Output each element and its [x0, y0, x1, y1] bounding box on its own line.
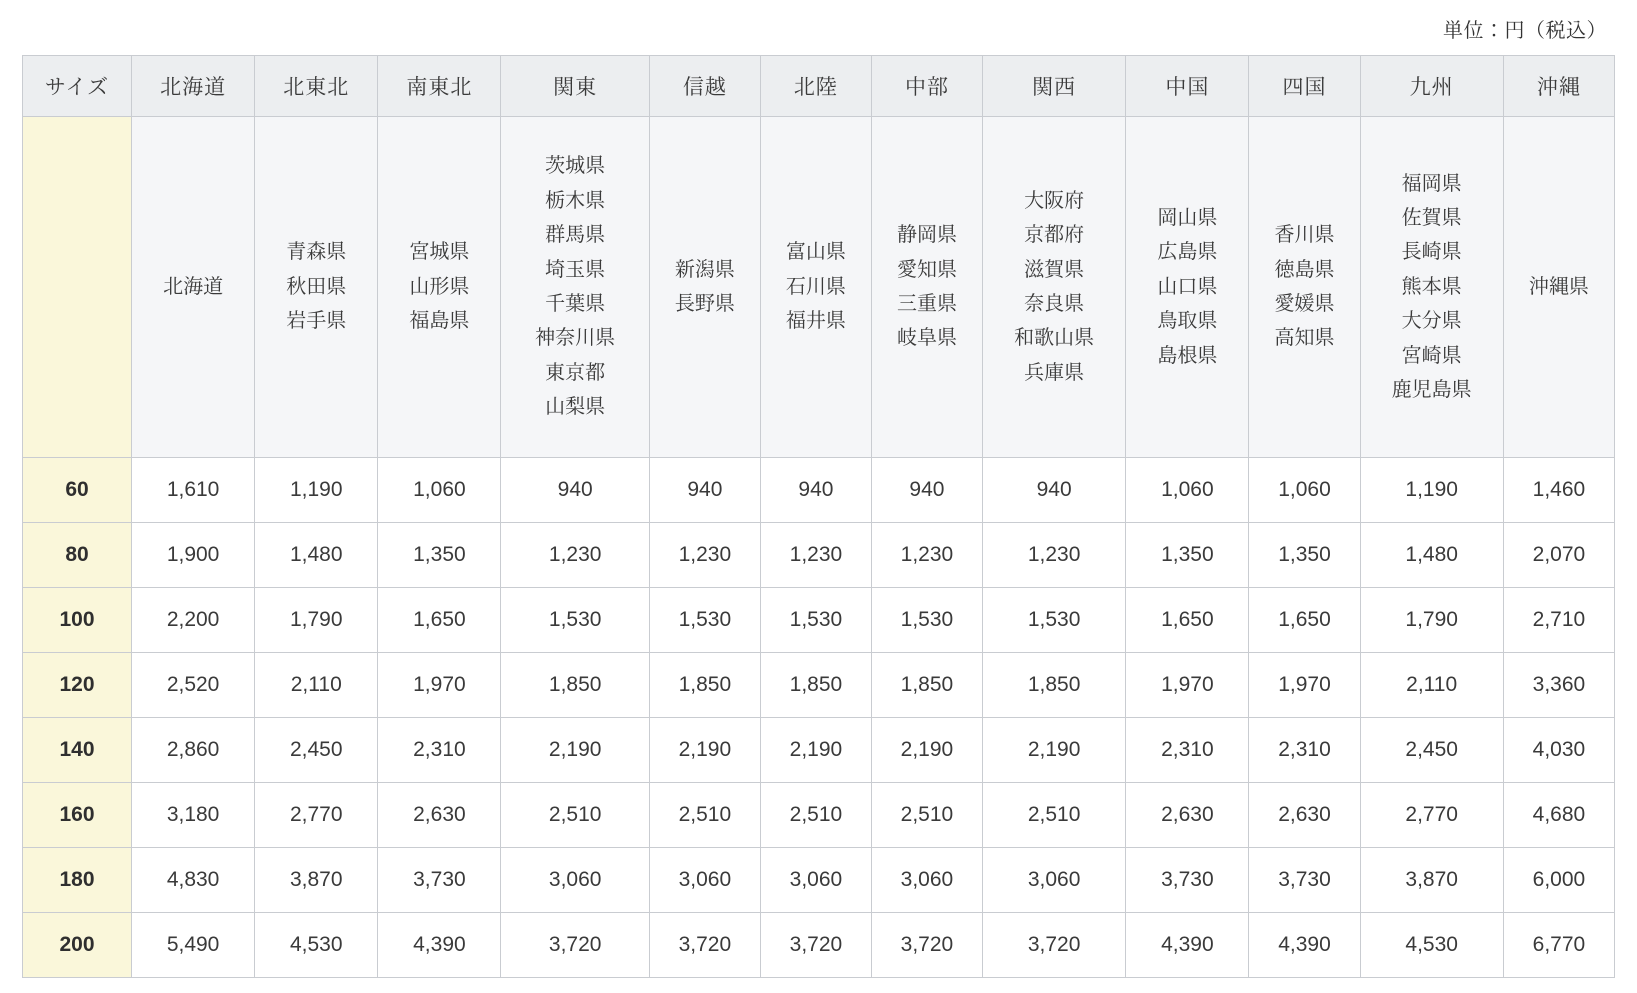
fee-cell: 1,190: [255, 458, 378, 523]
fee-cell: 3,730: [1126, 848, 1249, 913]
fee-cell: 2,510: [760, 783, 871, 848]
fee-cell: 2,310: [378, 718, 501, 783]
prefecture-cell-12: [1503, 117, 1614, 458]
fee-cell: 4,390: [378, 913, 501, 978]
fee-cell: 2,190: [982, 718, 1125, 783]
fee-cell: 1,850: [501, 653, 649, 718]
prefecture-name: 長野県: [674, 293, 735, 315]
table-row: [23, 588, 1615, 653]
table-row: [23, 848, 1615, 913]
fee-cell: 3,060: [501, 848, 649, 913]
header-cell-size: サイズ: [23, 56, 132, 117]
header-cell-region-11: 九州: [1360, 56, 1503, 117]
table-row: [23, 783, 1615, 848]
prefecture-name: 栃木県: [545, 189, 606, 212]
fee-cell: 3,730: [1249, 848, 1360, 913]
fee-cell: 3,060: [649, 848, 760, 913]
prefecture-name: 富山県: [785, 241, 846, 264]
prefecture-name: 群馬県: [545, 224, 606, 247]
prefecture-name: 大阪府: [1024, 189, 1085, 212]
prefecture-name: 大分県: [1401, 310, 1462, 333]
fee-cell: 1,060: [1126, 458, 1249, 523]
size-cell: 100: [23, 588, 132, 653]
fee-cell: 3,720: [871, 913, 982, 978]
fee-cell: 1,530: [982, 588, 1125, 653]
fee-cell: 940: [649, 458, 760, 523]
fee-cell: 1,970: [378, 653, 501, 718]
fee-cell: 2,510: [982, 783, 1125, 848]
fee-cell: 1,900: [132, 523, 255, 588]
size-cell: 200: [23, 913, 132, 978]
prefecture-name: 徳島県: [1274, 258, 1335, 281]
prefecture-name: 青森県: [286, 241, 347, 264]
fee-cell: 1,530: [871, 588, 982, 653]
prefecture-name: 長崎県: [1401, 241, 1462, 264]
fee-cell: 3,060: [871, 848, 982, 913]
fee-cell: 4,680: [1503, 783, 1614, 848]
fee-cell: 1,230: [501, 523, 649, 588]
prefecture-cell-6: [760, 117, 871, 458]
unit-note: 単位：円（税込）: [1443, 20, 1607, 42]
fee-cell: 5,490: [132, 913, 255, 978]
fee-cell: 1,530: [501, 588, 649, 653]
fee-cell: 2,630: [1126, 783, 1249, 848]
fee-cell: 1,850: [871, 653, 982, 718]
fee-cell: 4,030: [1503, 718, 1614, 783]
header-row: [23, 56, 1615, 117]
prefecture-cell-10: [1249, 117, 1360, 458]
fee-cell: 1,850: [982, 653, 1125, 718]
fee-cell: 1,350: [1249, 523, 1360, 588]
size-cell: 180: [23, 848, 132, 913]
prefecture-name: 茨城県: [545, 155, 606, 178]
fee-cell: 3,360: [1503, 653, 1614, 718]
fee-cell: 2,450: [1360, 718, 1503, 783]
prefecture-name: 香川県: [1274, 224, 1335, 247]
header-cell-region-7: 中部: [871, 56, 982, 117]
fee-cell: 2,770: [255, 783, 378, 848]
fee-cell: 3,180: [132, 783, 255, 848]
fee-cell: 4,390: [1126, 913, 1249, 978]
fee-cell: 2,450: [255, 718, 378, 783]
prefecture-name: 埼玉県: [545, 258, 606, 281]
fee-cell: 2,630: [378, 783, 501, 848]
fee-cell: 2,770: [1360, 783, 1503, 848]
prefecture-cell-2: [255, 117, 378, 458]
prefecture-cell-9: [1126, 117, 1249, 458]
table-row: [23, 653, 1615, 718]
fee-cell: 1,230: [760, 523, 871, 588]
prefecture-name: 千葉県: [545, 293, 606, 315]
size-cell: 140: [23, 718, 132, 783]
fee-cell: 3,720: [982, 913, 1125, 978]
fee-cell: 3,870: [1360, 848, 1503, 913]
fee-cell: 2,510: [649, 783, 760, 848]
fee-cell: 1,350: [1126, 523, 1249, 588]
fee-cell: 4,530: [255, 913, 378, 978]
fee-cell: 4,530: [1360, 913, 1503, 978]
fee-cell: 940: [760, 458, 871, 523]
prefecture-cell-7: [871, 117, 982, 458]
fee-cell: 4,390: [1249, 913, 1360, 978]
fee-cell: 6,770: [1503, 913, 1614, 978]
prefecture-name: 山口県: [1157, 275, 1218, 298]
fee-cell: 1,230: [649, 523, 760, 588]
fee-cell: 1,060: [378, 458, 501, 523]
header-cell-region-5: 信越: [649, 56, 760, 117]
prefecture-name: 岡山県: [1157, 207, 1218, 230]
fee-cell: 1,970: [1249, 653, 1360, 718]
prefecture-name: 和歌山県: [1014, 327, 1095, 350]
prefecture-name: 島根県: [1157, 344, 1218, 367]
fee-cell: 2,510: [871, 783, 982, 848]
size-cell: 120: [23, 653, 132, 718]
fee-cell: 2,190: [760, 718, 871, 783]
size-cell: 60: [23, 458, 132, 523]
fee-cell: 3,870: [255, 848, 378, 913]
header-cell-region-12: 沖縄: [1503, 56, 1614, 117]
prefecture-name: 岐阜県: [896, 327, 957, 350]
prefecture-name: 沖縄県: [1528, 275, 1589, 298]
prefecture-name: 福岡県: [1401, 172, 1462, 195]
fee-cell: 2,190: [871, 718, 982, 783]
header-cell-region-6: 北陸: [760, 56, 871, 117]
fee-cell: 1,850: [649, 653, 760, 718]
prefecture-name: 岩手県: [286, 310, 347, 333]
header-cell-region-8: 関西: [982, 56, 1125, 117]
fee-cell: 3,060: [760, 848, 871, 913]
prefecture-name: 北海道: [163, 275, 224, 298]
shipping-fee-table: [22, 55, 1615, 978]
prefecture-name: 京都府: [1024, 224, 1085, 247]
corner-cell: [23, 117, 132, 458]
fee-cell: 2,520: [132, 653, 255, 718]
fee-cell: 940: [871, 458, 982, 523]
fee-cell: 2,630: [1249, 783, 1360, 848]
prefecture-cell-3: [378, 117, 501, 458]
header-cell-region-3: 南東北: [378, 56, 501, 117]
fee-cell: 3,720: [649, 913, 760, 978]
fee-cell: 2,200: [132, 588, 255, 653]
fee-cell: 2,190: [501, 718, 649, 783]
fee-cell: 6,000: [1503, 848, 1614, 913]
fee-cell: 1,530: [649, 588, 760, 653]
prefecture-name: 東京都: [545, 361, 606, 384]
fee-cell: 2,310: [1249, 718, 1360, 783]
prefecture-name: 秋田県: [286, 275, 347, 298]
prefecture-name: 佐賀県: [1401, 207, 1462, 230]
fee-cell: 1,230: [871, 523, 982, 588]
prefecture-cell-1: [132, 117, 255, 458]
prefecture-name: 広島県: [1157, 241, 1218, 264]
prefecture-name: 高知県: [1274, 327, 1335, 350]
fee-cell: 940: [501, 458, 649, 523]
prefecture-name: 石川県: [785, 275, 846, 298]
fee-cell: 1,850: [760, 653, 871, 718]
fee-cell: 3,720: [501, 913, 649, 978]
fee-cell: 1,350: [378, 523, 501, 588]
fee-cell: 2,860: [132, 718, 255, 783]
prefecture-row: [23, 117, 1615, 458]
fee-cell: 2,510: [501, 783, 649, 848]
fee-cell: 3,720: [760, 913, 871, 978]
header-cell-region-10: 四国: [1249, 56, 1360, 117]
table-header: [23, 56, 1615, 117]
fee-cell: 2,710: [1503, 588, 1614, 653]
prefecture-name: 神奈川県: [535, 327, 616, 350]
table-row: [23, 458, 1615, 523]
fee-cell: 1,650: [1126, 588, 1249, 653]
fee-cell: 2,310: [1126, 718, 1249, 783]
fee-cell: 940: [982, 458, 1125, 523]
prefecture-cell-11: [1360, 117, 1503, 458]
header-cell-region-9: 中国: [1126, 56, 1249, 117]
fee-cell: 1,480: [1360, 523, 1503, 588]
prefecture-cell-5: [649, 117, 760, 458]
size-cell: 80: [23, 523, 132, 588]
fee-cell: 1,650: [1249, 588, 1360, 653]
table-row: [23, 913, 1615, 978]
fee-cell: 1,480: [255, 523, 378, 588]
fee-cell: 1,460: [1503, 458, 1614, 523]
header-cell-region-2: 北東北: [255, 56, 378, 117]
fee-cell: 1,790: [1360, 588, 1503, 653]
prefecture-name: 愛媛県: [1274, 293, 1335, 315]
prefecture-name: 愛知県: [896, 258, 957, 281]
prefecture-name: 福島県: [409, 310, 470, 333]
fee-cell: 2,190: [649, 718, 760, 783]
prefecture-name: 鹿児島県: [1391, 378, 1472, 401]
fee-cell: 3,730: [378, 848, 501, 913]
fee-cell: 1,060: [1249, 458, 1360, 523]
size-cell: 160: [23, 783, 132, 848]
fee-cell: 4,830: [132, 848, 255, 913]
fee-cell: 1,230: [982, 523, 1125, 588]
table-body: [23, 117, 1615, 978]
prefecture-name: 鳥取県: [1157, 310, 1218, 333]
fee-cell: 2,110: [1360, 653, 1503, 718]
prefecture-name: 兵庫県: [1024, 361, 1085, 384]
prefecture-name: 三重県: [896, 293, 957, 315]
prefecture-name: 山梨県: [545, 396, 606, 419]
table-row: [23, 523, 1615, 588]
prefecture-name: 奈良県: [1024, 293, 1085, 315]
fee-cell: 2,110: [255, 653, 378, 718]
prefecture-name: 熊本県: [1401, 275, 1462, 298]
header-cell-region-4: 関東: [501, 56, 649, 117]
fee-cell: 1,610: [132, 458, 255, 523]
prefecture-name: 新潟県: [674, 258, 735, 281]
header-cell-region-1: 北海道: [132, 56, 255, 117]
fee-cell: 1,970: [1126, 653, 1249, 718]
fee-cell: 3,060: [982, 848, 1125, 913]
fee-cell: 1,650: [378, 588, 501, 653]
prefecture-name: 宮崎県: [1401, 344, 1462, 367]
prefecture-name: 滋賀県: [1024, 258, 1085, 281]
table-row: [23, 718, 1615, 783]
prefecture-cell-4: [501, 117, 649, 458]
prefecture-cell-8: [982, 117, 1125, 458]
prefecture-name: 静岡県: [896, 224, 957, 247]
fee-cell: 1,790: [255, 588, 378, 653]
fee-cell: 1,530: [760, 588, 871, 653]
prefecture-name: 山形県: [409, 275, 470, 298]
prefecture-name: 福井県: [785, 310, 846, 333]
fee-cell: 1,190: [1360, 458, 1503, 523]
fee-cell: 2,070: [1503, 523, 1614, 588]
prefecture-name: 宮城県: [409, 241, 470, 264]
